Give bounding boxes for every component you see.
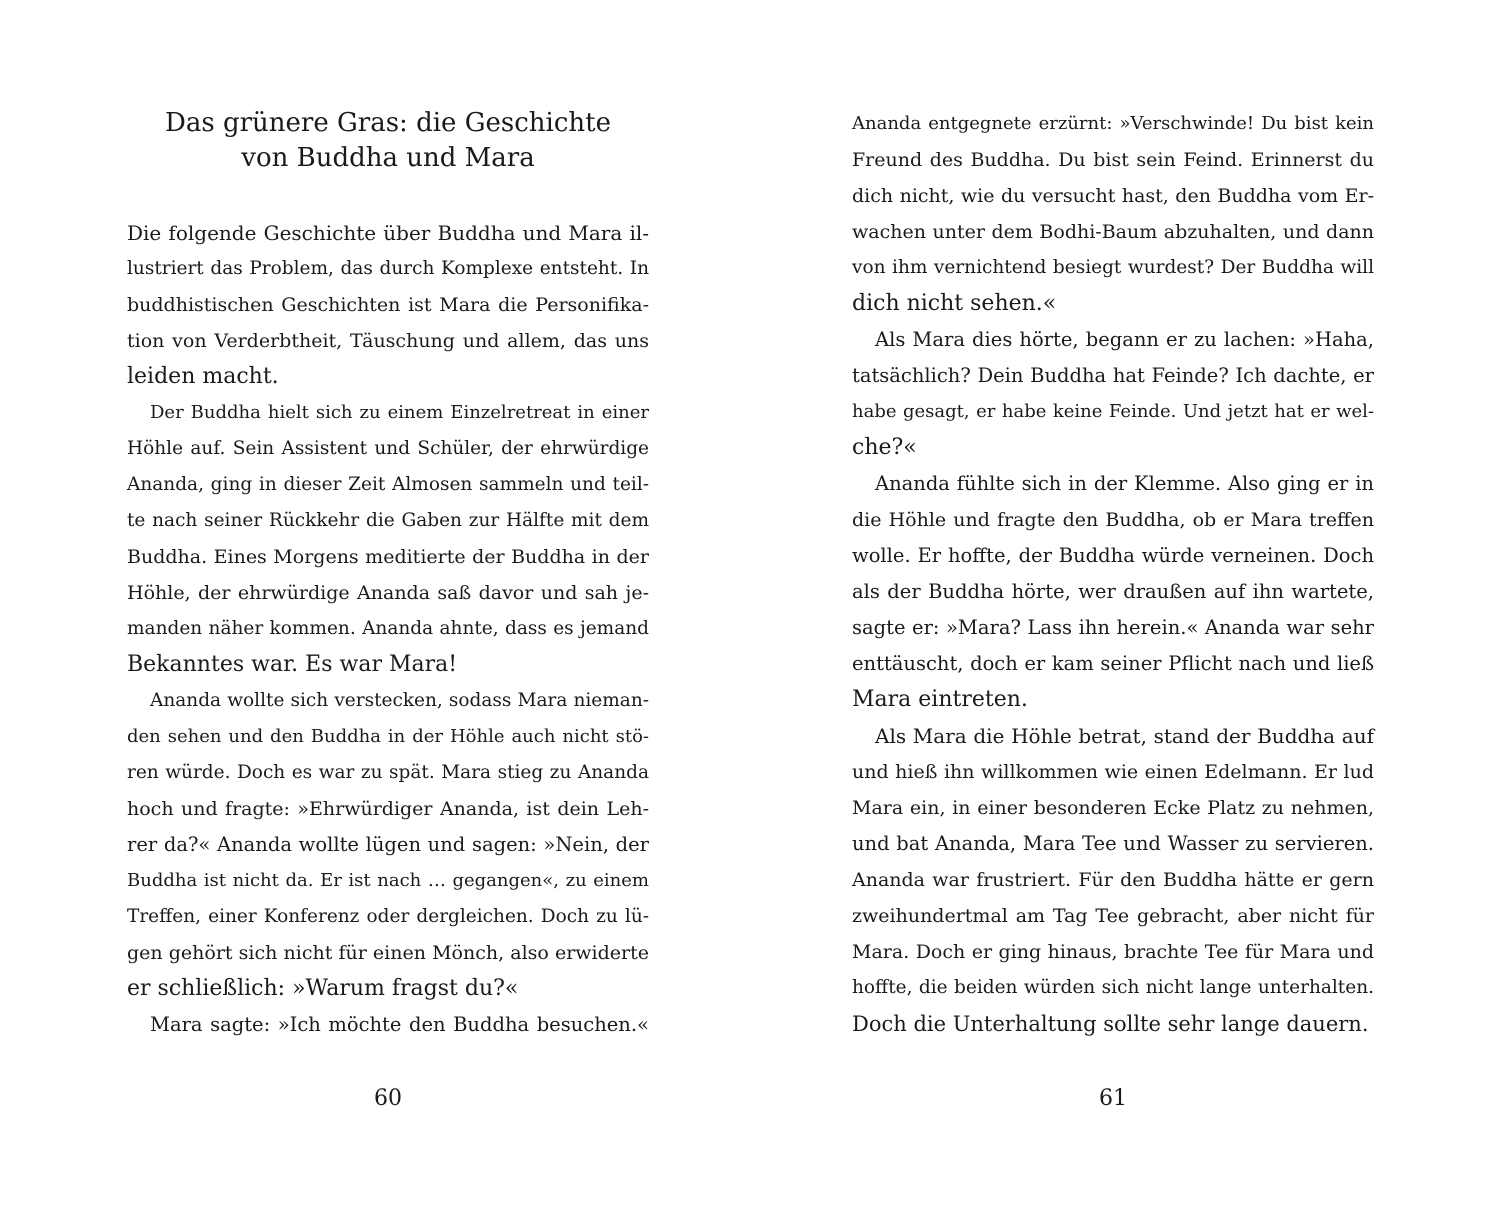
text-line: sagte er: »Mara? Lass ihn herein.« Ananda war sehr [852,616,1374,639]
text-line: von ihm vernichtend besiegt wurdest? Der Buddha will [852,257,1374,278]
text-line: te nach seiner Rückkehr die Gaben zur Hälfte mit dem [127,510,649,531]
chapter-title-line: von Buddha und Mara [241,143,535,173]
text-line: gen gehört sich nicht für einen Mönch, also erwiderte [127,942,649,964]
right-page [852,0,1374,1230]
text-line: Freund des Buddha. Du bist sein Feind. Erinnerst du [852,149,1374,171]
text-line: und hieß ihn willkommen wie einen Edelmann. Er lud [852,761,1374,783]
chapter-title [127,106,649,176]
text-line: Der Buddha hielt sich zu einem Einzelretreat in einer [150,402,649,423]
text-line: buddhistischen Geschichten ist Mara die Personifika- [127,294,649,316]
text-line: tatsächlich? Dein Buddha hat Feinde? Ich dachte, er [852,364,1374,387]
text-line: hoch und fragte: »Ehrwürdiger Ananda, ist dein Leh- [127,798,649,820]
text-line: ren würde. Doch es war zu spät. Mara stieg zu Ananda [127,762,649,783]
text-line: wolle. Er hoffte, der Buddha würde verneinen. Doch [852,544,1374,567]
text-line: Ananda entgegnete erzürnt: »Verschwinde! Du bist kein [852,113,1374,134]
right-page-body [852,106,1374,1042]
text-line: Ananda fühlte sich in der Klemme. Also ging er in [875,472,1374,495]
text-line: er schließlich: »Warum fragst du?« [127,976,519,1001]
text-line: Höhle auf. Sein Assistent und Schüler, der ehrwürdige [127,438,649,459]
text-line: die Höhle und fragte den Buddha, ob er Mara treffen [852,509,1374,531]
text-line: Doch die Unterhaltung sollte sehr lange dauern. [852,1012,1369,1036]
page-number-left: 60 [374,1086,402,1111]
text-line: zweihundertmal am Tag Tee gebracht, aber nicht für [852,905,1374,927]
text-line: Höhle, der ehrwürdige Ananda saß davor und sah je- [127,582,649,604]
text-line: Mara sagte: »Ich möchte den Buddha besuchen.« [150,1013,649,1036]
text-line: manden näher kommen. Ananda ahnte, dass es jemand [127,618,649,639]
text-line: Ananda, ging in dieser Zeit Almosen sammeln und teil- [127,474,649,495]
text-line: dich nicht, wie du versucht hast, den Buddha vom Er- [852,185,1374,207]
text-line: Buddha. Eines Morgens meditierte der Buddha in der [127,546,649,568]
text-line: als der Buddha hörte, wer draußen auf ihn wartete, [852,580,1374,603]
text-line: Ananda wollte sich verstecken, sodass Mara nieman- [150,690,649,711]
text-line: Ananda war frustriert. Für den Buddha hätte er gern [852,869,1374,891]
text-line: dich nicht sehen.« [852,291,1057,316]
text-line: Als Mara die Höhle betrat, stand der Buddha auf [875,724,1374,748]
text-line: Die folgende Geschichte über Buddha und Mara il- [127,221,649,245]
text-line: Bekanntes war. Es war Mara! [127,652,458,677]
text-line: tion von Verderbtheit, Täuschung und allem, das uns [127,330,649,352]
text-line: lustriert das Problem, das durch Komplexe entsteht. In [127,258,649,279]
text-line: rer da?« Ananda wollte lügen und sagen: »Nein, der [127,833,649,856]
text-line: habe gesagt, er habe keine Feinde. Und jetzt hat er wel- [852,401,1374,422]
text-line: Als Mara dies hörte, begann er zu lachen: »Haha, [875,328,1374,351]
page-number-right: 61 [1099,1086,1127,1111]
text-line: Mara ein, in einer besonderen Ecke Platz zu nehmen, [852,797,1374,819]
left-page [127,0,649,1230]
text-line: enttäuscht, doch er kam seiner Pflicht nach und ließ [852,652,1374,675]
text-line: Mara. Doch er ging hinaus, brachte Tee für Mara und [852,941,1374,963]
text-line: che?« [852,435,917,460]
chapter-title-line: Das grünere Gras: die Geschichte [165,108,611,138]
text-line: Buddha ist nicht da. Er ist nach … gegangen«, zu einem [127,870,649,891]
left-page-body [127,215,649,1043]
text-line: und bat Ananda, Mara Tee und Wasser zu servieren. [852,832,1374,855]
text-line: hoffte, die beiden würden sich nicht lange unterhalten. [852,977,1374,998]
text-line: Mara eintreten. [852,687,1028,712]
text-line: den sehen und den Buddha in der Höhle auch nicht stö- [127,726,649,747]
text-line: wachen unter dem Bodhi-Baum abzuhalten, und dann [852,221,1374,243]
text-line: Treffen, einer Konferenz oder dergleichen. Doch zu lü- [127,906,649,927]
text-line: leiden macht. [127,364,279,389]
